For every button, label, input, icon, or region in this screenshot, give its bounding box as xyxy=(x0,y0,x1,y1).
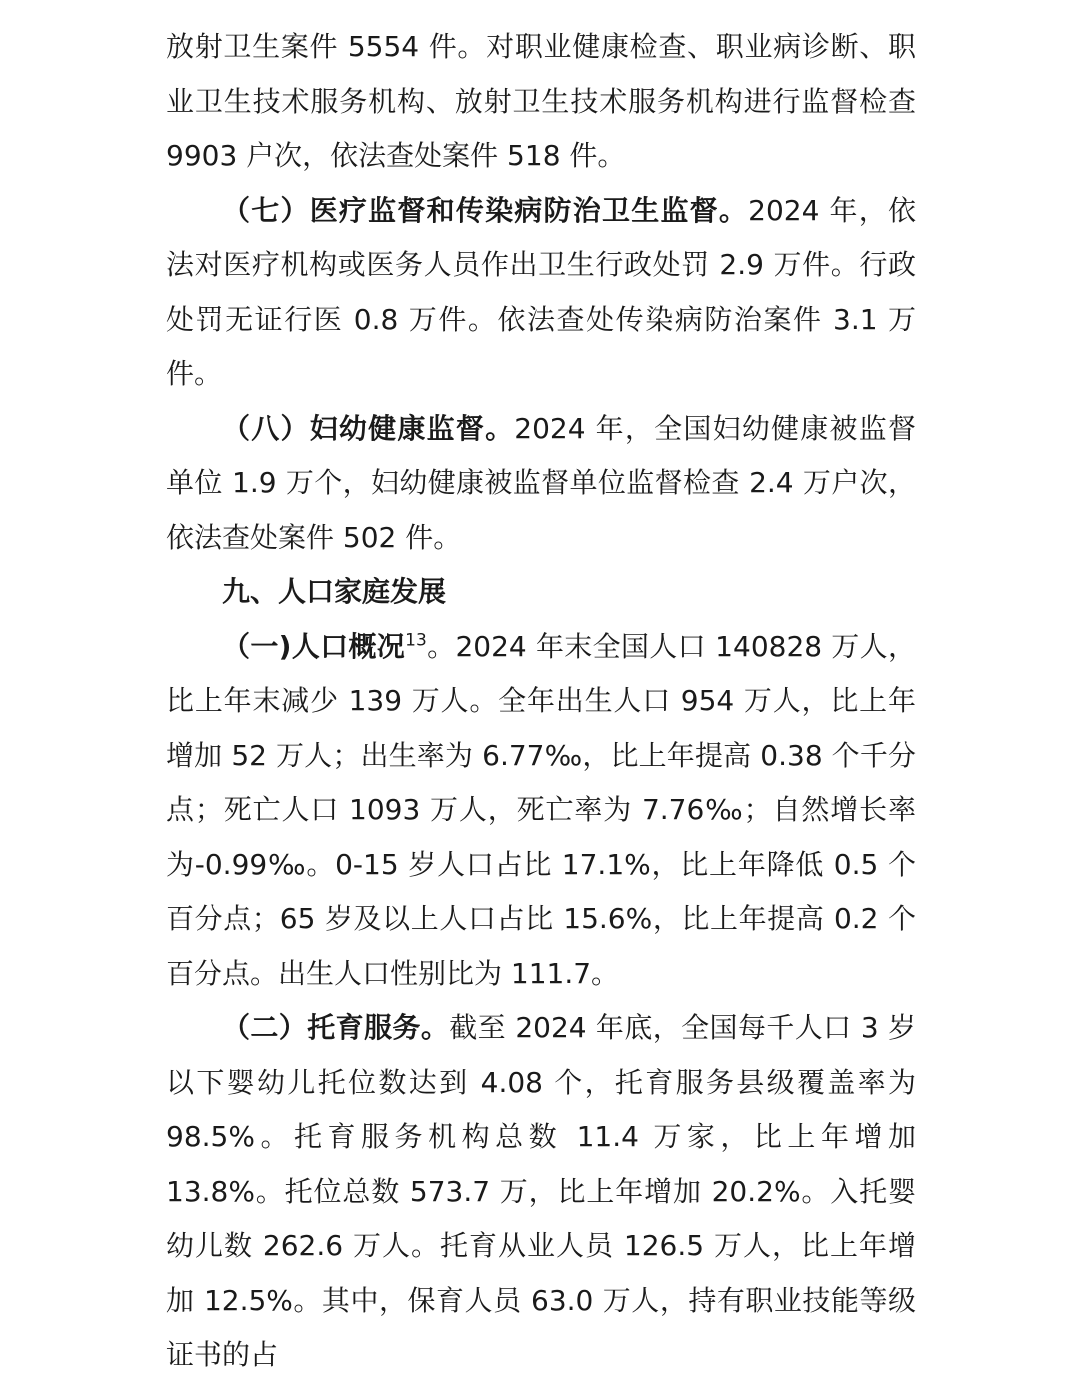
document-body xyxy=(166,20,916,1383)
section-title: （二）托育服务。 xyxy=(222,1011,450,1044)
paragraph-text: 2024 年，全国妇幼健康被监督单位 1.9 万个，妇幼健康被监督单位监督检查 2.4 万户次，依法查处案件 502 件。 xyxy=(166,411,916,554)
paragraph-maternal-child-supervision xyxy=(166,402,916,566)
paragraph-population-overview xyxy=(166,620,916,1002)
footnote-marker[interactable]: 13 xyxy=(405,630,427,651)
section-title: （七）医疗监督和传染病防治卫生监督。 xyxy=(222,193,749,227)
chapter-heading: 九、人口家庭发展 xyxy=(222,575,447,608)
paragraph-childcare-services xyxy=(166,1001,916,1383)
section-title: （一)人口概况 xyxy=(222,629,406,663)
paragraph-text: 放射卫生案件 5554 件。对职业健康检查、职业病诊断、职业卫生技术服务机构、放射卫生技术服务机构进行监督检查 9903 户次，依法查处案件 518 件。 xyxy=(166,30,916,172)
section-title: （八）妇幼健康监督。 xyxy=(222,411,515,445)
paragraph-text: 2024 年，依法对医疗机构或医务人员作出卫生行政处罚 2.9 万件。行政处罚无证行医 0.8 万件。依法查处传染病防治案件 3.1 万件。 xyxy=(166,193,916,390)
paragraph-text: 。2024 年末全国人口 140828 万人，比上年末减少 139 万人。全年出生人口 954 万人，比上年增加 52 万人；出生率为 6.77‰，比上年提高 0.38 个千分点；死亡人口 1093 万人，死亡率为 7.76‰；自然增长率为-0.99‰。0-15 岁人口占比 17.1%，比上年降低 0.5 个百分点；65 岁及以上人口占比 15.6%，比上年提高 0.2 个百分点。出生人口性别比为 111.7。 xyxy=(166,629,916,990)
paragraph-medical-supervision xyxy=(166,184,916,402)
paragraph-text: 截至 2024 年底，全国每千人口 3 岁以下婴幼儿托位数达到 4.08 个，托育服务县级覆盖率为 98.5%。托育服务机构总数 11.4 万家，比上年增加 13.8%。托位总数 573.7 万，比上年增加 20.2%。入托婴幼儿数 262.6 万人。托育从业人员 126.5 万人，比上年增加 12.5%。其中，保育人员 63.0 万人，持有职业技能等级证书的占 xyxy=(166,1011,916,1371)
paragraph-radiation-health xyxy=(166,20,916,184)
